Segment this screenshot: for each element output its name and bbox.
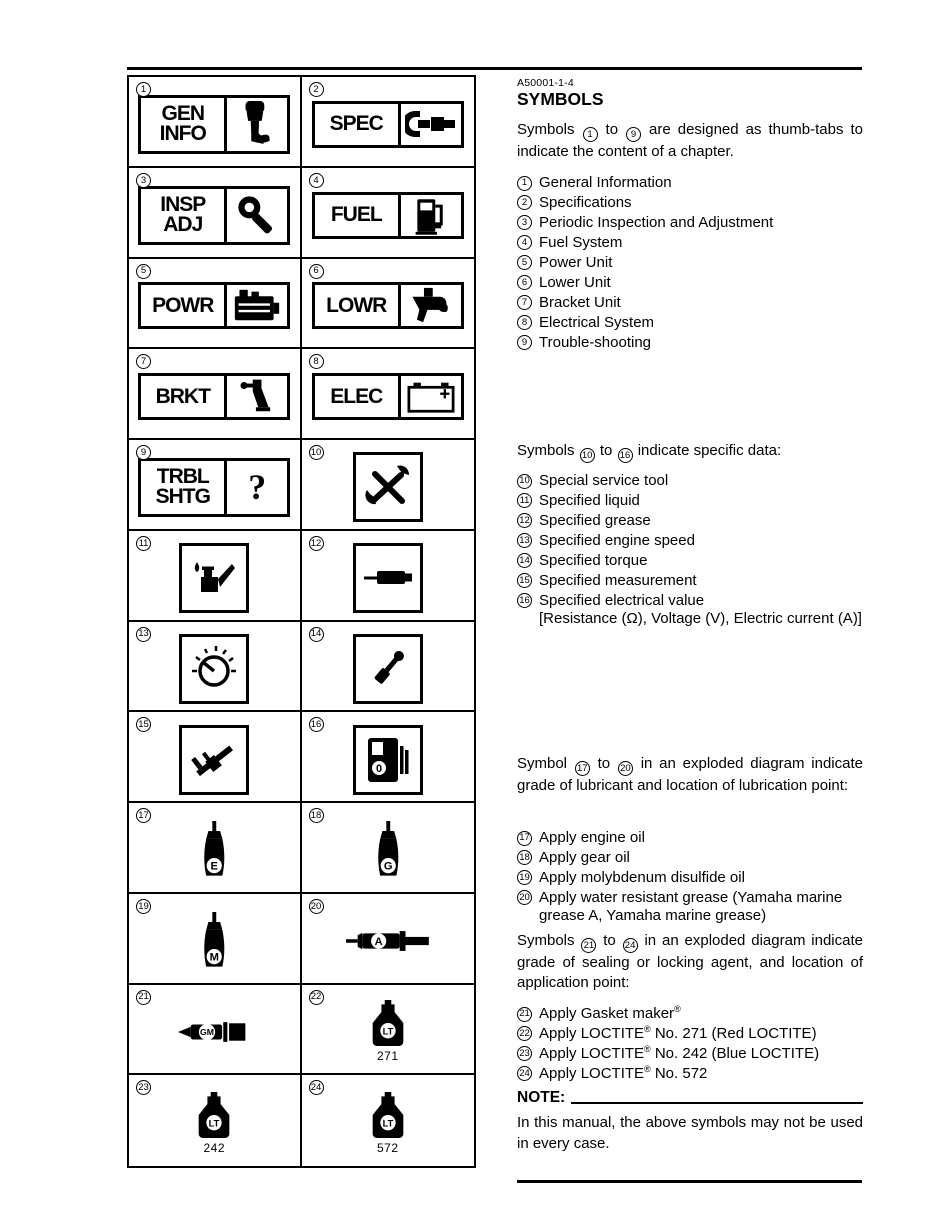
circled-number: 21 [581, 938, 596, 953]
cell-content [129, 894, 300, 983]
circled-number: 20 [618, 761, 633, 776]
cell-content [302, 1075, 475, 1166]
symbol-cell-11 [129, 531, 302, 622]
circled-number: 10 [580, 448, 595, 463]
thumb-tab-box [312, 192, 464, 239]
tab-label-line: SPEC [329, 112, 383, 136]
item-text: Specified measurement [539, 571, 697, 589]
symbol-cell-5 [129, 259, 302, 350]
thumb-tab-box [138, 458, 290, 517]
item-text: Special service tool [539, 472, 669, 489]
list-item [517, 869, 863, 887]
item-text: Apply LOCTITE® No. 271 (Red LOCTITE) [539, 1023, 817, 1042]
thumbtabs-paragraph: Symbols 1 to 9 are designed as thumb-tabs to indicate the content of a chapter. [517, 121, 863, 160]
oil-can-icon [189, 556, 239, 600]
item-number: 19 [517, 870, 532, 885]
caliper-icon [190, 736, 238, 784]
section-code: A50001-1-4 [517, 77, 574, 89]
list-item [517, 512, 863, 530]
cell-number: 12 [309, 536, 324, 551]
item-number: 1 [517, 176, 532, 191]
item-text: General Information [539, 174, 672, 191]
item-text: Lower Unit [539, 273, 611, 291]
icon-box [179, 634, 249, 704]
fuel-pump-icon [401, 195, 461, 236]
item-text: Apply molybdenum disulfide oil [539, 868, 745, 886]
item-number: 15 [517, 573, 532, 588]
list-item [517, 1005, 863, 1023]
symbol-cell-9 [129, 440, 302, 531]
tab-label [315, 104, 401, 145]
cell-content [129, 985, 300, 1074]
micrometer-icon [401, 104, 461, 145]
cell-number: 5 [136, 264, 151, 279]
sealant-paragraph: Symbols 21 to 24 in an exploded diagram indicate grade of sealing or locking agent, and location of application point: [517, 932, 863, 992]
item-number: 12 [517, 513, 532, 528]
item-text: Apply engine oil [539, 829, 645, 846]
oil-bottle-icon [373, 821, 403, 879]
tab-label-line: FUEL [330, 203, 382, 227]
symbol-cell-22 [302, 985, 475, 1076]
top-rule [127, 67, 862, 70]
list-item [517, 532, 863, 550]
note-text: In this manual, the above symbols may not be used in every case. [517, 1114, 863, 1152]
item-text: Bracket Unit [539, 293, 621, 311]
sealant-list [517, 1005, 863, 1085]
list-item [517, 334, 863, 352]
symbol-cell-19 [129, 894, 302, 985]
tab-label [315, 376, 401, 417]
tab-label-line: ELEC [330, 384, 383, 408]
symbol-cell-23 [129, 1075, 302, 1166]
symbol-cell-2 [302, 77, 475, 168]
cell-number: 15 [136, 717, 151, 732]
cell-number: 21 [136, 990, 151, 1005]
thumb-tab-box [138, 186, 290, 245]
cell-content [302, 712, 475, 801]
icon-box [179, 725, 249, 795]
tab-label [141, 285, 227, 326]
svg-text:M: M [209, 951, 220, 964]
list-item [517, 552, 863, 570]
tab-label-line: POWR [152, 293, 214, 317]
symbol-cell-24 [302, 1075, 475, 1166]
item-text: Specified grease [539, 511, 651, 529]
circled-number: 1 [583, 127, 598, 142]
tab-label-line: LOWR [326, 293, 387, 317]
cell-content [129, 622, 300, 711]
chapter-list [517, 174, 863, 353]
list-item [517, 314, 863, 332]
tab-label [315, 195, 401, 236]
cell-content [302, 259, 475, 348]
symbol-cell-18 [302, 803, 475, 894]
cell-content [302, 168, 475, 257]
tab-label-line: GEN [161, 102, 204, 126]
symbol-cell-4 [302, 168, 475, 259]
sealant-tube-icon [178, 1020, 250, 1044]
cell-number: 7 [136, 354, 151, 369]
symbol-cell-3 [129, 168, 302, 259]
symbol-cell-15 [129, 712, 302, 803]
icon-caption: 242 [203, 1141, 226, 1156]
item-text: Apply water resistant grease (Yamaha marine grease A, Yamaha marine grease) [539, 888, 843, 925]
cell-number: 20 [309, 899, 324, 914]
cell-content [302, 349, 475, 438]
thumb-tab-box [138, 373, 290, 420]
item-number: 24 [517, 1066, 532, 1081]
note-label: NOTE: [517, 1089, 566, 1106]
cell-number: 22 [309, 990, 324, 1005]
svg-text:A: A [374, 936, 383, 949]
list-item [517, 234, 863, 252]
item-text: Trouble-shooting [539, 333, 652, 351]
item-text: Power Unit [539, 253, 613, 271]
item-number: 5 [517, 255, 532, 270]
cell-content [129, 803, 300, 892]
tab-label-line: ADJ [163, 213, 203, 237]
svg-text:G: G [383, 861, 393, 874]
item-number: 10 [517, 474, 532, 489]
symbol-cell-17 [129, 803, 302, 894]
cell-content [129, 1075, 300, 1166]
item-number: 18 [517, 850, 532, 865]
cell-content [129, 440, 300, 529]
list-item [517, 492, 863, 510]
tab-label [141, 376, 227, 417]
circled-number: 16 [618, 448, 633, 463]
list-item [517, 254, 863, 272]
icon-box [353, 452, 423, 522]
svg-text:LT: LT [382, 1118, 394, 1129]
item-number: 21 [517, 1007, 532, 1022]
battery-icon [401, 376, 461, 417]
cell-content [302, 77, 475, 166]
item-text: Specified engine speed [539, 531, 695, 549]
note-rule [571, 1102, 863, 1105]
multimeter-icon [366, 736, 410, 784]
symbol-cell-7 [129, 349, 302, 440]
list-item [517, 592, 863, 629]
tab-label [315, 285, 401, 326]
tab-label-line: TRBL [156, 465, 209, 489]
wrench-icon [227, 189, 287, 242]
cell-number: 19 [136, 899, 151, 914]
cell-number: 1 [136, 82, 151, 97]
thumb-tab-box [138, 282, 290, 329]
engine-icon [227, 285, 287, 326]
torque-wrench-icon [364, 645, 412, 693]
symbol-cell-13 [129, 622, 302, 713]
item-number: 8 [517, 315, 532, 330]
symbol-cell-21 [129, 985, 302, 1076]
cell-content [129, 77, 300, 166]
cell-number: 6 [309, 264, 324, 279]
cell-number: 13 [136, 627, 151, 642]
svg-text:GM: GM [200, 1027, 215, 1038]
item-text: Fuel System [539, 233, 623, 251]
text-column [517, 75, 863, 1187]
item-number: 16 [517, 593, 532, 608]
symbol-cell-8 [302, 349, 475, 440]
item-text: Specified liquid [539, 491, 640, 509]
symbol-grid [127, 75, 476, 1168]
cell-content [129, 712, 300, 801]
item-number: 4 [517, 235, 532, 250]
icon-box [353, 543, 423, 613]
item-subtext: [Resistance (Ω), Voltage (V), Electric current (A)] [539, 610, 862, 628]
cell-content [302, 894, 475, 983]
thumb-tab-box [312, 282, 464, 329]
list-item [517, 472, 863, 490]
item-text: Specified electrical value [Resistance (Ω), Voltage (V), Electric current (A)] [539, 591, 862, 628]
cell-number: 24 [309, 1080, 324, 1095]
grease-gun-horizontal-icon [346, 929, 430, 953]
icon-caption: 271 [376, 1049, 399, 1064]
symbol-cell-6 [302, 259, 475, 350]
list-item [517, 274, 863, 292]
tachometer-icon [190, 645, 238, 693]
tab-label [141, 461, 227, 514]
item-text: Apply LOCTITE® No. 242 (Blue LOCTITE) [539, 1043, 820, 1062]
item-text: Apply Gasket maker® [539, 1004, 681, 1022]
circled-number: 24 [623, 938, 638, 953]
cell-content [129, 259, 300, 348]
list-item [517, 1045, 863, 1063]
list-item [517, 1025, 863, 1043]
list-item [517, 294, 863, 312]
cell-content [129, 168, 300, 257]
svg-text:E: E [210, 861, 219, 874]
item-number: 23 [517, 1046, 532, 1061]
cell-number: 17 [136, 808, 151, 823]
bracket-icon [227, 376, 287, 417]
loctite-bottle-icon [194, 1092, 234, 1155]
thumb-tab-box [312, 373, 464, 420]
cell-number: 4 [309, 173, 324, 188]
tab-label-line: INSP [160, 193, 206, 217]
list-item [517, 1065, 863, 1083]
symbol-cell-1 [129, 77, 302, 168]
cell-number: 18 [309, 808, 324, 823]
specific-data-list [517, 472, 863, 630]
item-number: 17 [517, 831, 532, 846]
list-item [517, 194, 863, 212]
cell-number: 14 [309, 627, 324, 642]
item-number: 11 [517, 493, 532, 508]
list-item [517, 174, 863, 192]
question-mark-glyph: ? [248, 467, 267, 508]
icon-box [353, 725, 423, 795]
cell-number: 2 [309, 82, 324, 97]
lubricant-paragraph: Symbol 17 to 20 in an exploded diagram indicate grade of lubricant and location of lubrication point: [517, 755, 863, 794]
cell-content [302, 985, 475, 1074]
question-mark-icon [227, 461, 287, 514]
item-text: Specifications [539, 193, 632, 211]
oil-bottle-icon [199, 821, 229, 879]
cell-number: 10 [309, 445, 324, 460]
list-item [517, 214, 863, 232]
list-item [517, 829, 863, 847]
item-number: 7 [517, 295, 532, 310]
thumb-tab-box [312, 101, 464, 148]
symbol-cell-16 [302, 712, 475, 803]
tab-label-line: SHTG [155, 485, 210, 509]
svg-text:LT: LT [208, 1118, 220, 1129]
item-number: 9 [517, 335, 532, 350]
list-item [517, 849, 863, 867]
list-item [517, 889, 863, 926]
svg-text:0: 0 [375, 762, 382, 775]
item-text: Electrical System [539, 313, 655, 331]
lubricant-list [517, 829, 863, 927]
icon-box [353, 634, 423, 704]
cell-content [129, 531, 300, 620]
icon-caption: 572 [376, 1141, 399, 1156]
outboard-motor-icon [227, 98, 287, 151]
symbol-cell-20 [302, 894, 475, 985]
tab-label [141, 98, 227, 151]
tab-label-line: INFO [159, 122, 206, 146]
loctite-bottle-icon [368, 1092, 408, 1155]
item-number: 6 [517, 275, 532, 290]
symbol-cell-14 [302, 622, 475, 713]
circled-number: 9 [626, 127, 641, 142]
item-number: 22 [517, 1026, 532, 1041]
item-text: Apply LOCTITE® No. 572 [539, 1063, 708, 1082]
cell-content [302, 622, 475, 711]
thumb-tab-box [138, 95, 290, 154]
symbol-cell-12 [302, 531, 475, 622]
cell-content [302, 803, 475, 892]
item-number: 2 [517, 195, 532, 210]
grease-gun-icon [362, 567, 414, 589]
icon-box [179, 543, 249, 613]
cell-number: 3 [136, 173, 151, 188]
item-number: 13 [517, 533, 532, 548]
specific-data-paragraph: Symbols 10 to 16 indicate specific data: [517, 441, 863, 463]
tab-label-line: BRKT [155, 384, 210, 408]
cell-number: 23 [136, 1080, 151, 1095]
bottom-rule [517, 1180, 862, 1183]
cell-content [302, 440, 475, 529]
item-text: Specified torque [539, 551, 648, 569]
item-number: 3 [517, 215, 532, 230]
cell-content [129, 349, 300, 438]
item-number: 14 [517, 553, 532, 568]
cell-number: 11 [136, 536, 151, 551]
lower-unit-icon [401, 285, 461, 326]
note-heading [517, 1089, 863, 1107]
cell-number: 16 [309, 717, 324, 732]
item-number: 20 [517, 890, 532, 905]
svg-text:LT: LT [382, 1026, 394, 1037]
cell-number: 9 [136, 445, 151, 460]
page-title: SYMBOLS [517, 89, 604, 109]
list-item [517, 572, 863, 590]
symbol-cell-10 [302, 440, 475, 531]
item-text: Apply gear oil [539, 848, 630, 866]
cell-content [302, 531, 475, 620]
tab-label [141, 189, 227, 242]
service-tool-icon [364, 463, 412, 511]
cell-number: 8 [309, 354, 324, 369]
loctite-bottle-icon [368, 1000, 408, 1063]
item-text: Periodic Inspection and Adjustment [539, 213, 774, 231]
oil-bottle-icon [199, 912, 229, 970]
circled-number: 17 [575, 761, 590, 776]
